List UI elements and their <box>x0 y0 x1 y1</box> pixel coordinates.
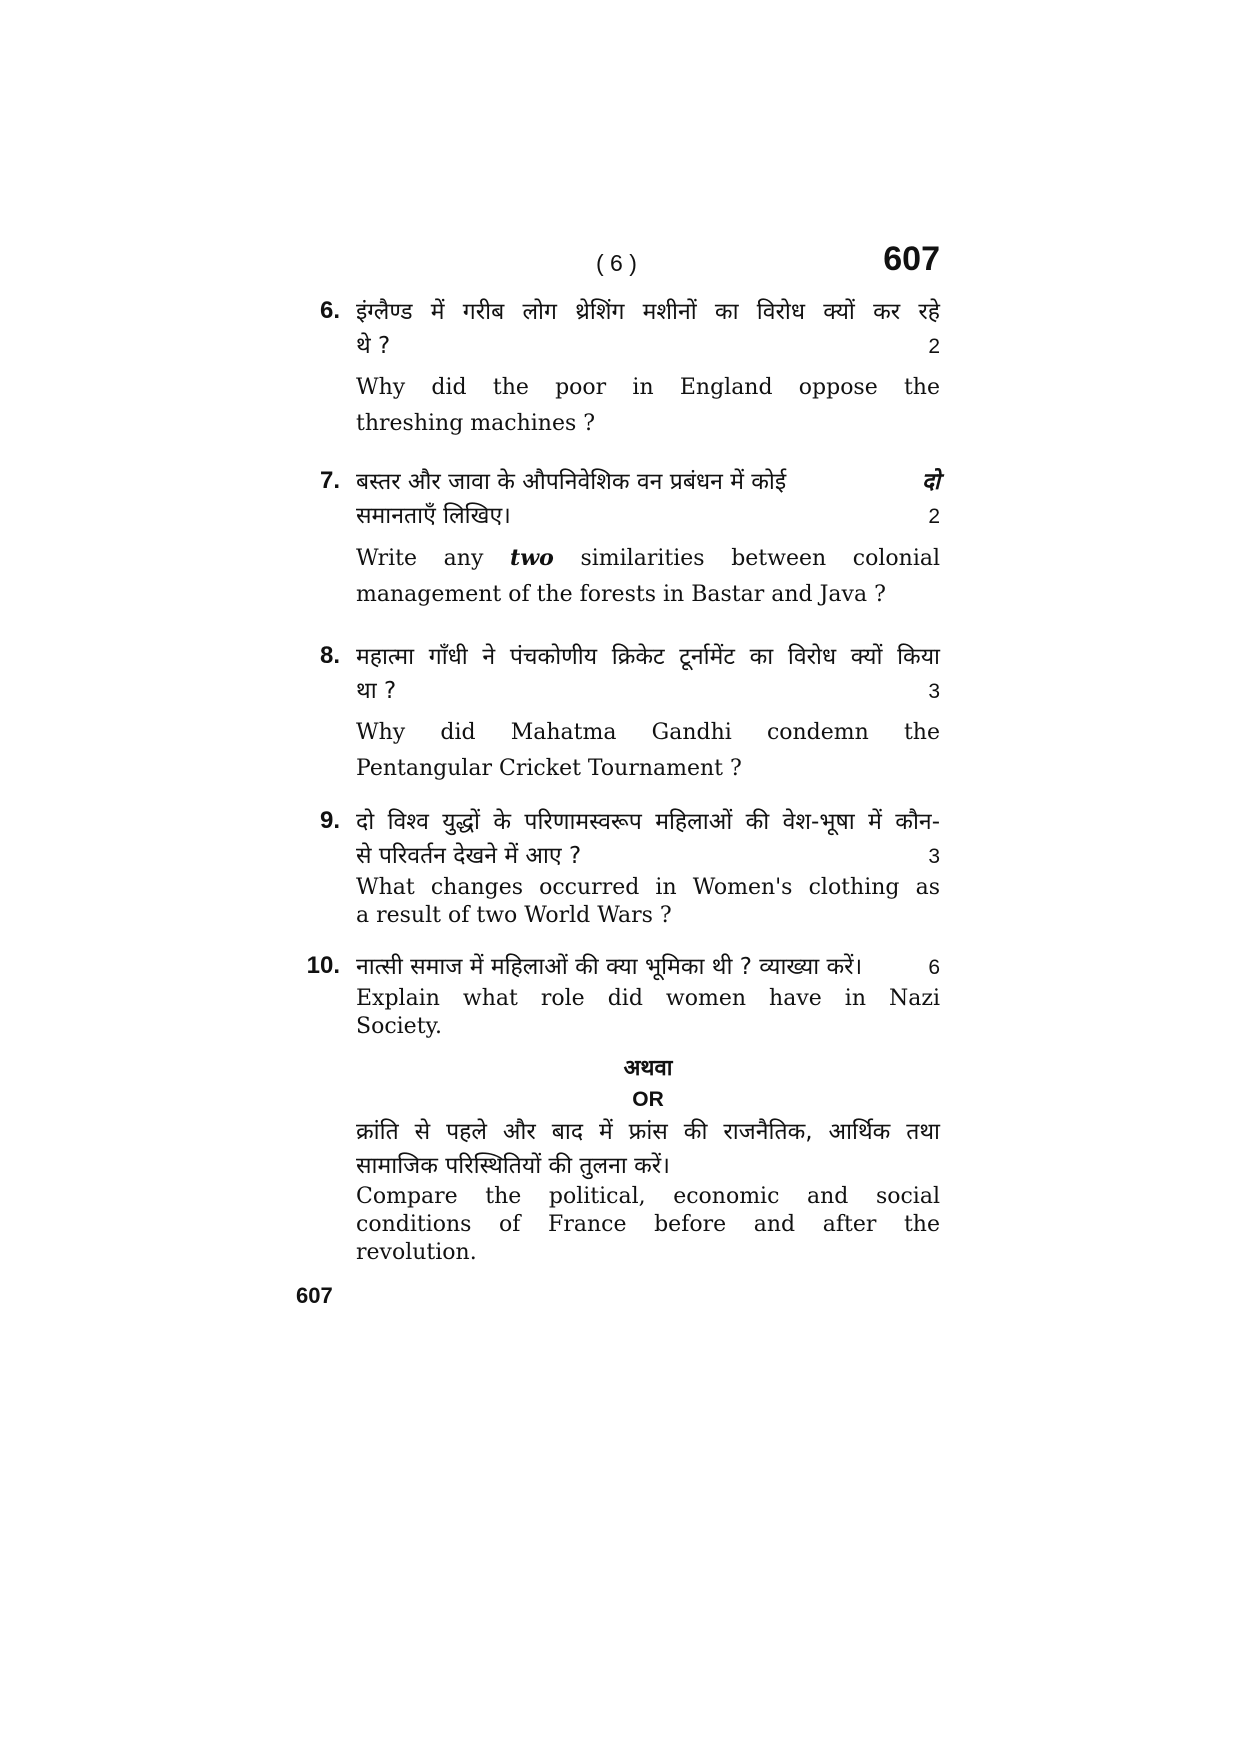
question-english-line: Why did the poor in England oppose the <box>356 375 940 400</box>
question-number: 6. <box>319 297 340 324</box>
question-hindi-line: क्रांति से पहले और बाद में फ्रांस की राजनैतिक, आर्थिक तथा <box>356 1119 940 1145</box>
question-number: 7. <box>319 467 340 494</box>
question-english-line: Write any <box>356 546 484 571</box>
question-hindi-line: से परिवर्तन देखने में आए ? <box>356 843 582 869</box>
question-number: 10. <box>306 952 340 979</box>
page-header <box>356 240 940 290</box>
question-english-text <box>356 540 940 613</box>
question-hindi-row <box>356 674 940 709</box>
or-hindi: अथवा <box>623 1056 673 1081</box>
question-10 <box>290 950 940 1267</box>
question-7 <box>290 465 940 613</box>
question-english-line: a result of two World Wars ? <box>356 903 672 928</box>
or-separator <box>356 1053 940 1115</box>
question-hindi-line: महात्मा गाँधी ने पंचकोणीय क्रिकेट टूर्नामेंट का विरोध क्यों किया <box>356 644 940 670</box>
question-hindi-line: समानताएँ लिखिए। <box>356 503 511 529</box>
question-english-line: revolution. <box>356 1240 477 1265</box>
question-english-line: Pentangular Cricket Tournament ? <box>356 756 742 781</box>
question-9 <box>290 805 940 930</box>
question-english-text <box>356 874 940 930</box>
question-english-text <box>356 370 940 442</box>
question-number: 9. <box>319 807 340 834</box>
marks: 6 <box>928 956 940 979</box>
question-hindi-row <box>356 465 940 499</box>
question-hindi-row <box>356 499 940 534</box>
question-hindi-line: इंग्लैण्ड में गरीब लोग थ्रेशिंग मशीनों का विरोध क्यों कर रहे <box>356 299 940 325</box>
marks: 3 <box>928 845 940 868</box>
or-english: OR <box>632 1088 664 1111</box>
question-english-line: Why did Mahatma Gandhi condemn the <box>356 720 940 745</box>
question-hindi-line: सामाजिक परिस्थितियों की तुलना करें। <box>356 1153 670 1179</box>
emphasis-word: two <box>510 545 554 571</box>
question-english-text <box>356 715 940 787</box>
question-english-line: conditions of France before and after the <box>356 1212 940 1237</box>
marks: 2 <box>928 505 940 528</box>
question-english-line: similarities between colonial <box>580 546 941 571</box>
question-8 <box>290 640 940 787</box>
question-hindi-row <box>356 329 940 364</box>
question-hindi-row <box>356 839 940 874</box>
question-english-line: Society. <box>356 1014 443 1039</box>
paper-code-top: 607 <box>883 240 940 278</box>
question-hindi-line: नात्सी समाज में महिलाओं की क्या भूमिका थी ? व्याख्या करें। <box>356 954 863 980</box>
question-english-line: threshing machines ? <box>356 411 596 436</box>
question-hindi-line: था ? <box>356 678 397 704</box>
question-english-line: management of the forests in Bastar and Java ? <box>356 582 886 607</box>
page-number: ( 6 ) <box>596 250 637 276</box>
emphasis-word: दो <box>921 469 940 495</box>
question-hindi-line: बस्तर और जावा के औपनिवेशिक वन प्रबंधन में कोई <box>356 469 787 495</box>
alternative-question <box>356 1115 940 1267</box>
question-hindi-row <box>356 950 940 985</box>
question-english-text <box>356 1183 940 1267</box>
question-hindi-line: थे ? <box>356 333 391 359</box>
question-hindi-line: दो विश्व युद्धों के परिणामस्वरूप महिलाओं की वेश-भूषा में कौन- <box>356 809 940 835</box>
question-6 <box>290 295 940 442</box>
question-english-text <box>356 985 940 1041</box>
marks: 3 <box>928 680 940 703</box>
question-english-line: What changes occurred in Women's clothing as <box>356 875 940 900</box>
marks: 2 <box>928 335 940 358</box>
question-number: 8. <box>319 642 340 669</box>
question-english-line: Compare the political, economic and social <box>356 1184 940 1209</box>
question-english-line: Explain what role did women have in Nazi <box>356 986 940 1011</box>
paper-code-bottom: 607 <box>296 1283 333 1308</box>
